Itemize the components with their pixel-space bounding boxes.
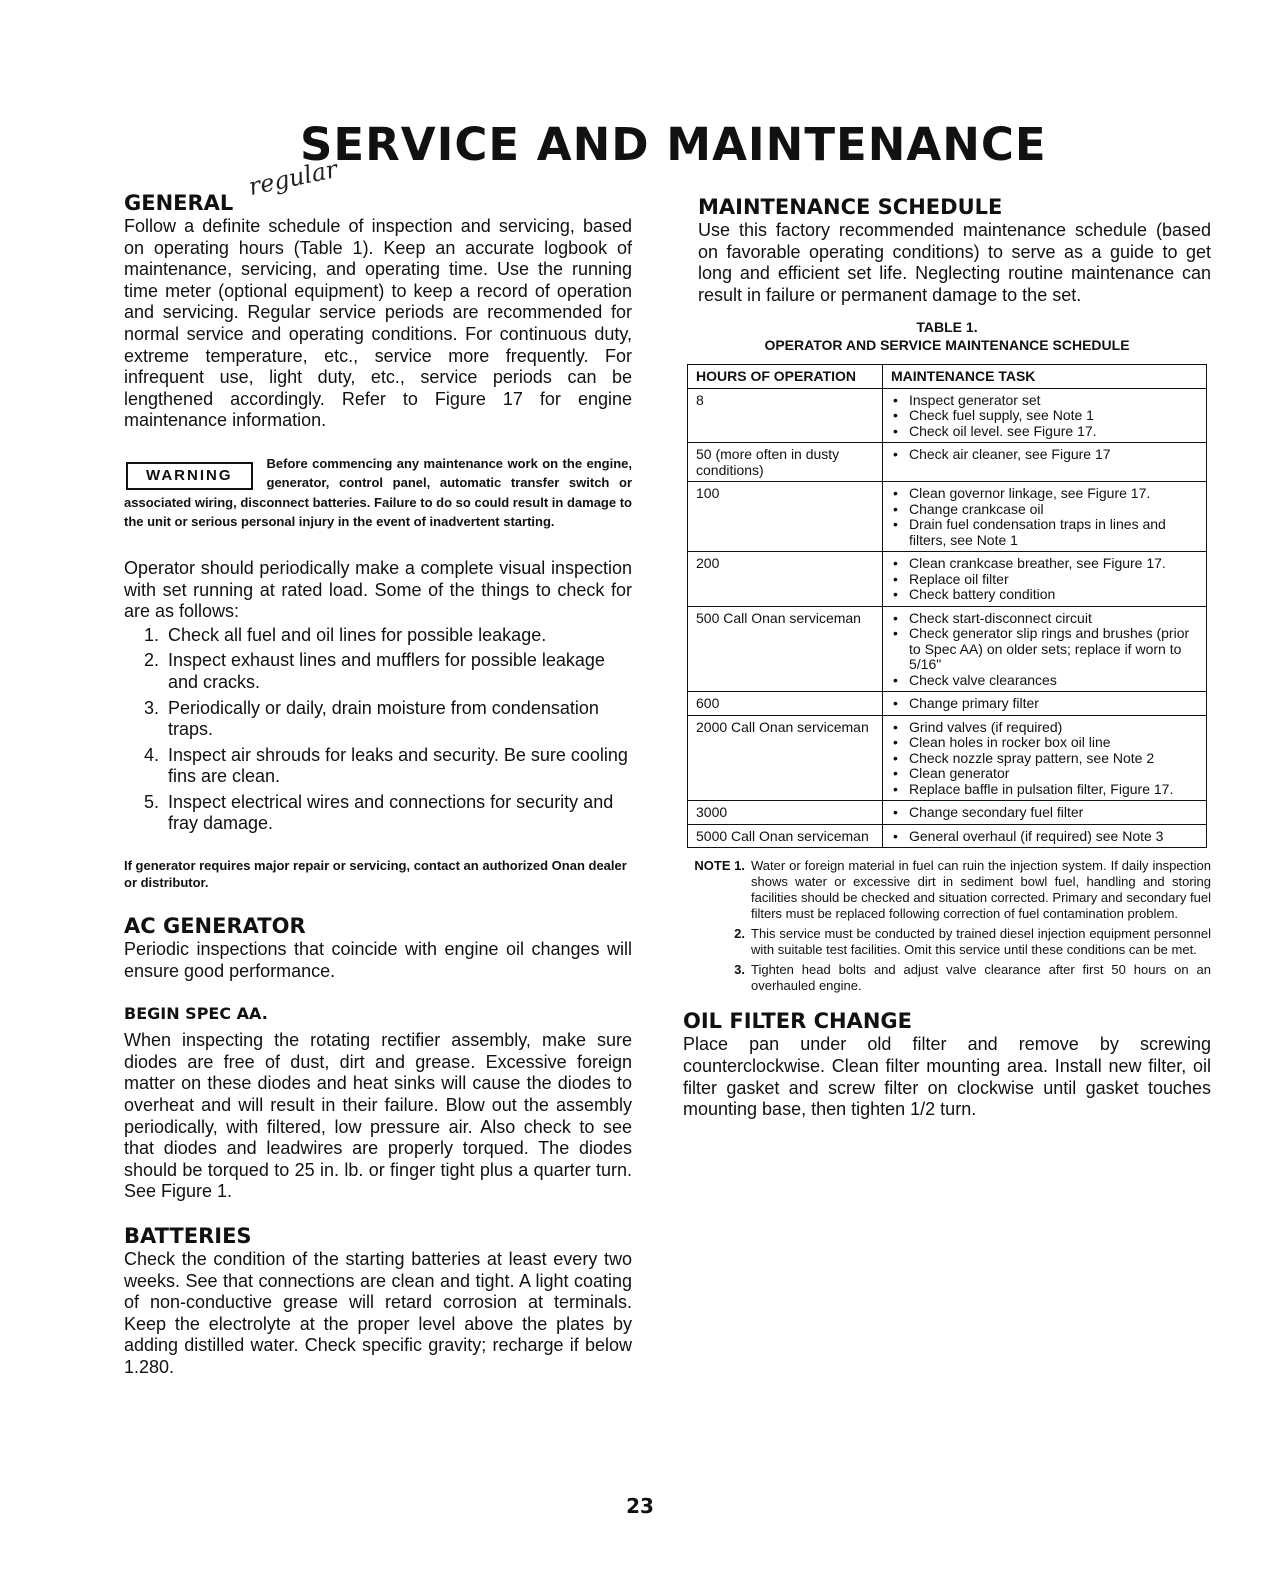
hours-cell: 200 (688, 552, 883, 607)
batteries-paragraph: Check the condition of the starting batteries at least every two weeks. See that connections are clean and tight. A light coating of non-conductive grease will retard corrosion at terminals. Keep the electrolyte at the proper level above the plates by adding distilled water. Check specific gravity; recharge if below 1.280. (124, 1249, 632, 1377)
ac-generator-heading: AC GENERATOR (124, 914, 306, 939)
task-item: • Check oil level. see Figure 17. (891, 424, 1198, 440)
task-item: • Check air cleaner, see Figure 17 (891, 447, 1198, 463)
hours-cell: 5000 Call Onan serviceman (688, 824, 883, 848)
task-list (891, 447, 1198, 463)
task-item: • Check valve clearances (891, 673, 1198, 689)
hours-cell: 500 Call Onan serviceman (688, 606, 883, 692)
checklist-item: 2. Inspect exhaust lines and mufflers for possible leakage and cracks. (164, 650, 632, 693)
right-column (683, 194, 1211, 1121)
task-cell (883, 482, 1207, 552)
task-item: • Check battery condition (891, 587, 1198, 603)
column-header-task: MAINTENANCE TASK (883, 365, 1207, 389)
handwritten-note: regular (246, 154, 340, 202)
table-row (688, 552, 1207, 607)
oil-filter-heading: OIL FILTER CHANGE (683, 1009, 912, 1034)
task-item: • Replace oil filter (891, 572, 1198, 588)
table-number: TABLE 1. (916, 319, 978, 336)
maintenance-schedule-paragraph: Use this factory recommended maintenance schedule (based on favorable operating conditions) to serve as a guide to get long and efficient set life. Neglecting routine maintenance can result in failure or permanent damage to the set. (698, 220, 1211, 305)
checklist-item: 5. Inspect electrical wires and connections for security and fray damage. (164, 792, 632, 835)
note-text: This service must be conducted by trained diesel injection equipment personnel with suitable test facilities. Omit this service until these conditions can be met. (751, 926, 1211, 958)
maintenance-table (687, 364, 1207, 848)
spec-aa-subheading: BEGIN SPEC AA. (124, 1004, 268, 1024)
page-title: SERVICE AND MAINTENANCE (300, 118, 1047, 171)
task-item: • Change primary filter (891, 696, 1198, 712)
inspection-intro: Operator should periodically make a complete visual inspection with set running at rated load. Some of the things to check for are as follows: (124, 557, 632, 622)
warning-label: WARNING (126, 462, 253, 490)
table-row (688, 801, 1207, 825)
table-row (688, 606, 1207, 692)
task-item: • Clean generator (891, 766, 1198, 782)
note-label: 2. (734, 926, 745, 942)
table-title: OPERATOR AND SERVICE MAINTENANCE SCHEDULE (764, 337, 1130, 354)
checklist-item: 1. Check all fuel and oil lines for possible leakage. (164, 625, 632, 647)
warning-block (124, 454, 632, 532)
left-column (124, 190, 632, 1379)
table-row (688, 824, 1207, 848)
maintenance-schedule-heading: MAINTENANCE SCHEDULE (698, 195, 1003, 219)
task-item: • Check generator slip rings and brushes (prior to Spec AA) on older sets; replace if worn to 5/16" (891, 626, 1198, 673)
oil-filter-paragraph: Place pan under old filter and remove by screwing counterclockwise. Clean filter mounting area. Install new filter, oil filter gasket and screw filter on clockwise until gasket touches mounting base, then tighten 1/2 turn. (683, 1034, 1211, 1120)
task-item: • Check nozzle spray pattern, see Note 2 (891, 751, 1198, 767)
general-heading: GENERAL (124, 191, 234, 215)
hours-cell: 100 (688, 482, 883, 552)
hours-cell: 3000 (688, 801, 883, 825)
oil-filter-section (683, 1008, 1211, 1120)
task-item: • Clean crankcase breather, see Figure 17. (891, 556, 1198, 572)
general-section (124, 190, 632, 891)
table-row (688, 715, 1207, 801)
task-cell (883, 606, 1207, 692)
task-item: • Change secondary fuel filter (891, 805, 1198, 821)
table-row (688, 482, 1207, 552)
task-item: • Check fuel supply, see Note 1 (891, 408, 1198, 424)
task-item: • Grind valves (if required) (891, 720, 1198, 736)
note-text: Tighten head bolts and adjust valve clearance after first 50 hours on an overhauled engine. (751, 962, 1211, 994)
task-item: • Clean governor linkage, see Figure 17. (891, 486, 1198, 502)
task-cell (883, 824, 1207, 848)
batteries-heading: BATTERIES (124, 1224, 252, 1248)
table-row (688, 388, 1207, 443)
table-row (688, 443, 1207, 482)
task-cell (883, 443, 1207, 482)
task-cell (883, 552, 1207, 607)
ac-generator-paragraph: Periodic inspections that coincide with engine oil changes will ensure good performance. (124, 939, 632, 981)
table-caption (683, 318, 1211, 354)
note-item (683, 858, 1211, 922)
batteries-section (124, 1223, 632, 1379)
task-list (891, 829, 1198, 845)
task-item: • Change crankcase oil (891, 502, 1198, 518)
task-list (891, 611, 1198, 689)
task-list (891, 805, 1198, 821)
task-item: • Inspect generator set (891, 393, 1198, 409)
task-list (891, 696, 1198, 712)
task-list (891, 393, 1198, 440)
warning-text: Before commencing any maintenance work on the engine, generator, control panel, automatic transfer switch or associated wiring, disconnect batteries. Failure to do so could result in damage to the unit or serious personal injury in the event of inadvertent starting. (124, 455, 632, 530)
task-list (891, 720, 1198, 798)
task-cell (883, 715, 1207, 801)
note-label: 3. (734, 962, 745, 978)
note-label: NOTE 1. (694, 858, 745, 874)
maintenance-schedule-section (698, 194, 1211, 306)
inspection-checklist (124, 625, 632, 835)
dealer-note: If generator requires major repair or servicing, contact an authorized Onan dealer or distributor. (124, 858, 627, 891)
task-cell (883, 692, 1207, 716)
checklist-item: 3. Periodically or daily, drain moisture from condensation traps. (164, 698, 632, 741)
hours-cell: 50 (more often in dusty conditions) (688, 443, 883, 482)
hours-cell: 2000 Call Onan serviceman (688, 715, 883, 801)
ac-generator-section (124, 913, 632, 1203)
task-cell (883, 801, 1207, 825)
page-number: 23 (626, 1494, 654, 1518)
hours-cell: 8 (688, 388, 883, 443)
column-header-hours: HOURS OF OPERATION (688, 365, 883, 389)
general-paragraph: Follow a definite schedule of inspection and servicing, based on operating hours (Table 1). Keep an accurate logbook of maintenance, servicing, and operating time. Use the running time meter (optional equipment) to keep a record of operation and servicing. Regular service periods are recommended for normal service and operating conditions. For continuous duty, extreme temperature, etc., service more frequently. For infrequent use, light duty, etc., service periods can be lengthened accordingly. Refer to Figure 17 for engine maintenance information. (124, 216, 632, 431)
table-notes (683, 858, 1211, 994)
task-item: • Clean holes in rocker box oil line (891, 735, 1198, 751)
note-item (683, 962, 1211, 994)
hours-cell: 600 (688, 692, 883, 716)
task-item: • Replace baffle in pulsation filter, Figure 17. (891, 782, 1198, 798)
spec-aa-paragraph: When inspecting the rotating rectifier assembly, make sure diodes are free of dust, dirt and grease. Excessive foreign matter on these diodes and heat sinks will cause the diodes to overheat and will result in their failure. Blow out the assembly periodically, with filtered, low pressure air. Also check to see that diodes and leadwires are properly torqued. The diodes should be torqued to 25 in. lb. or finger tight plus a quarter turn. See Figure 1. (124, 1030, 632, 1202)
task-list (891, 556, 1198, 603)
note-text: Water or foreign material in fuel can ruin the injection system. If daily inspection shows water or excessive dirt in sediment bowl fuel, handling and storing facilities should be checked and situation corrected. Primary and secondary fuel filters must be replaced following correction of fuel contamination problem. (751, 858, 1211, 922)
maintenance-table-body (688, 388, 1207, 848)
task-item: • Check start-disconnect circuit (891, 611, 1198, 627)
note-item (683, 926, 1211, 958)
task-item: • Drain fuel condensation traps in lines and filters, see Note 1 (891, 517, 1198, 548)
checklist-item: 4. Inspect air shrouds for leaks and security. Be sure cooling fins are clean. (164, 745, 632, 788)
table-row (688, 692, 1207, 716)
task-list (891, 486, 1198, 548)
table-header-row (688, 365, 1207, 389)
task-item: • General overhaul (if required) see Note 3 (891, 829, 1198, 845)
task-cell (883, 388, 1207, 443)
